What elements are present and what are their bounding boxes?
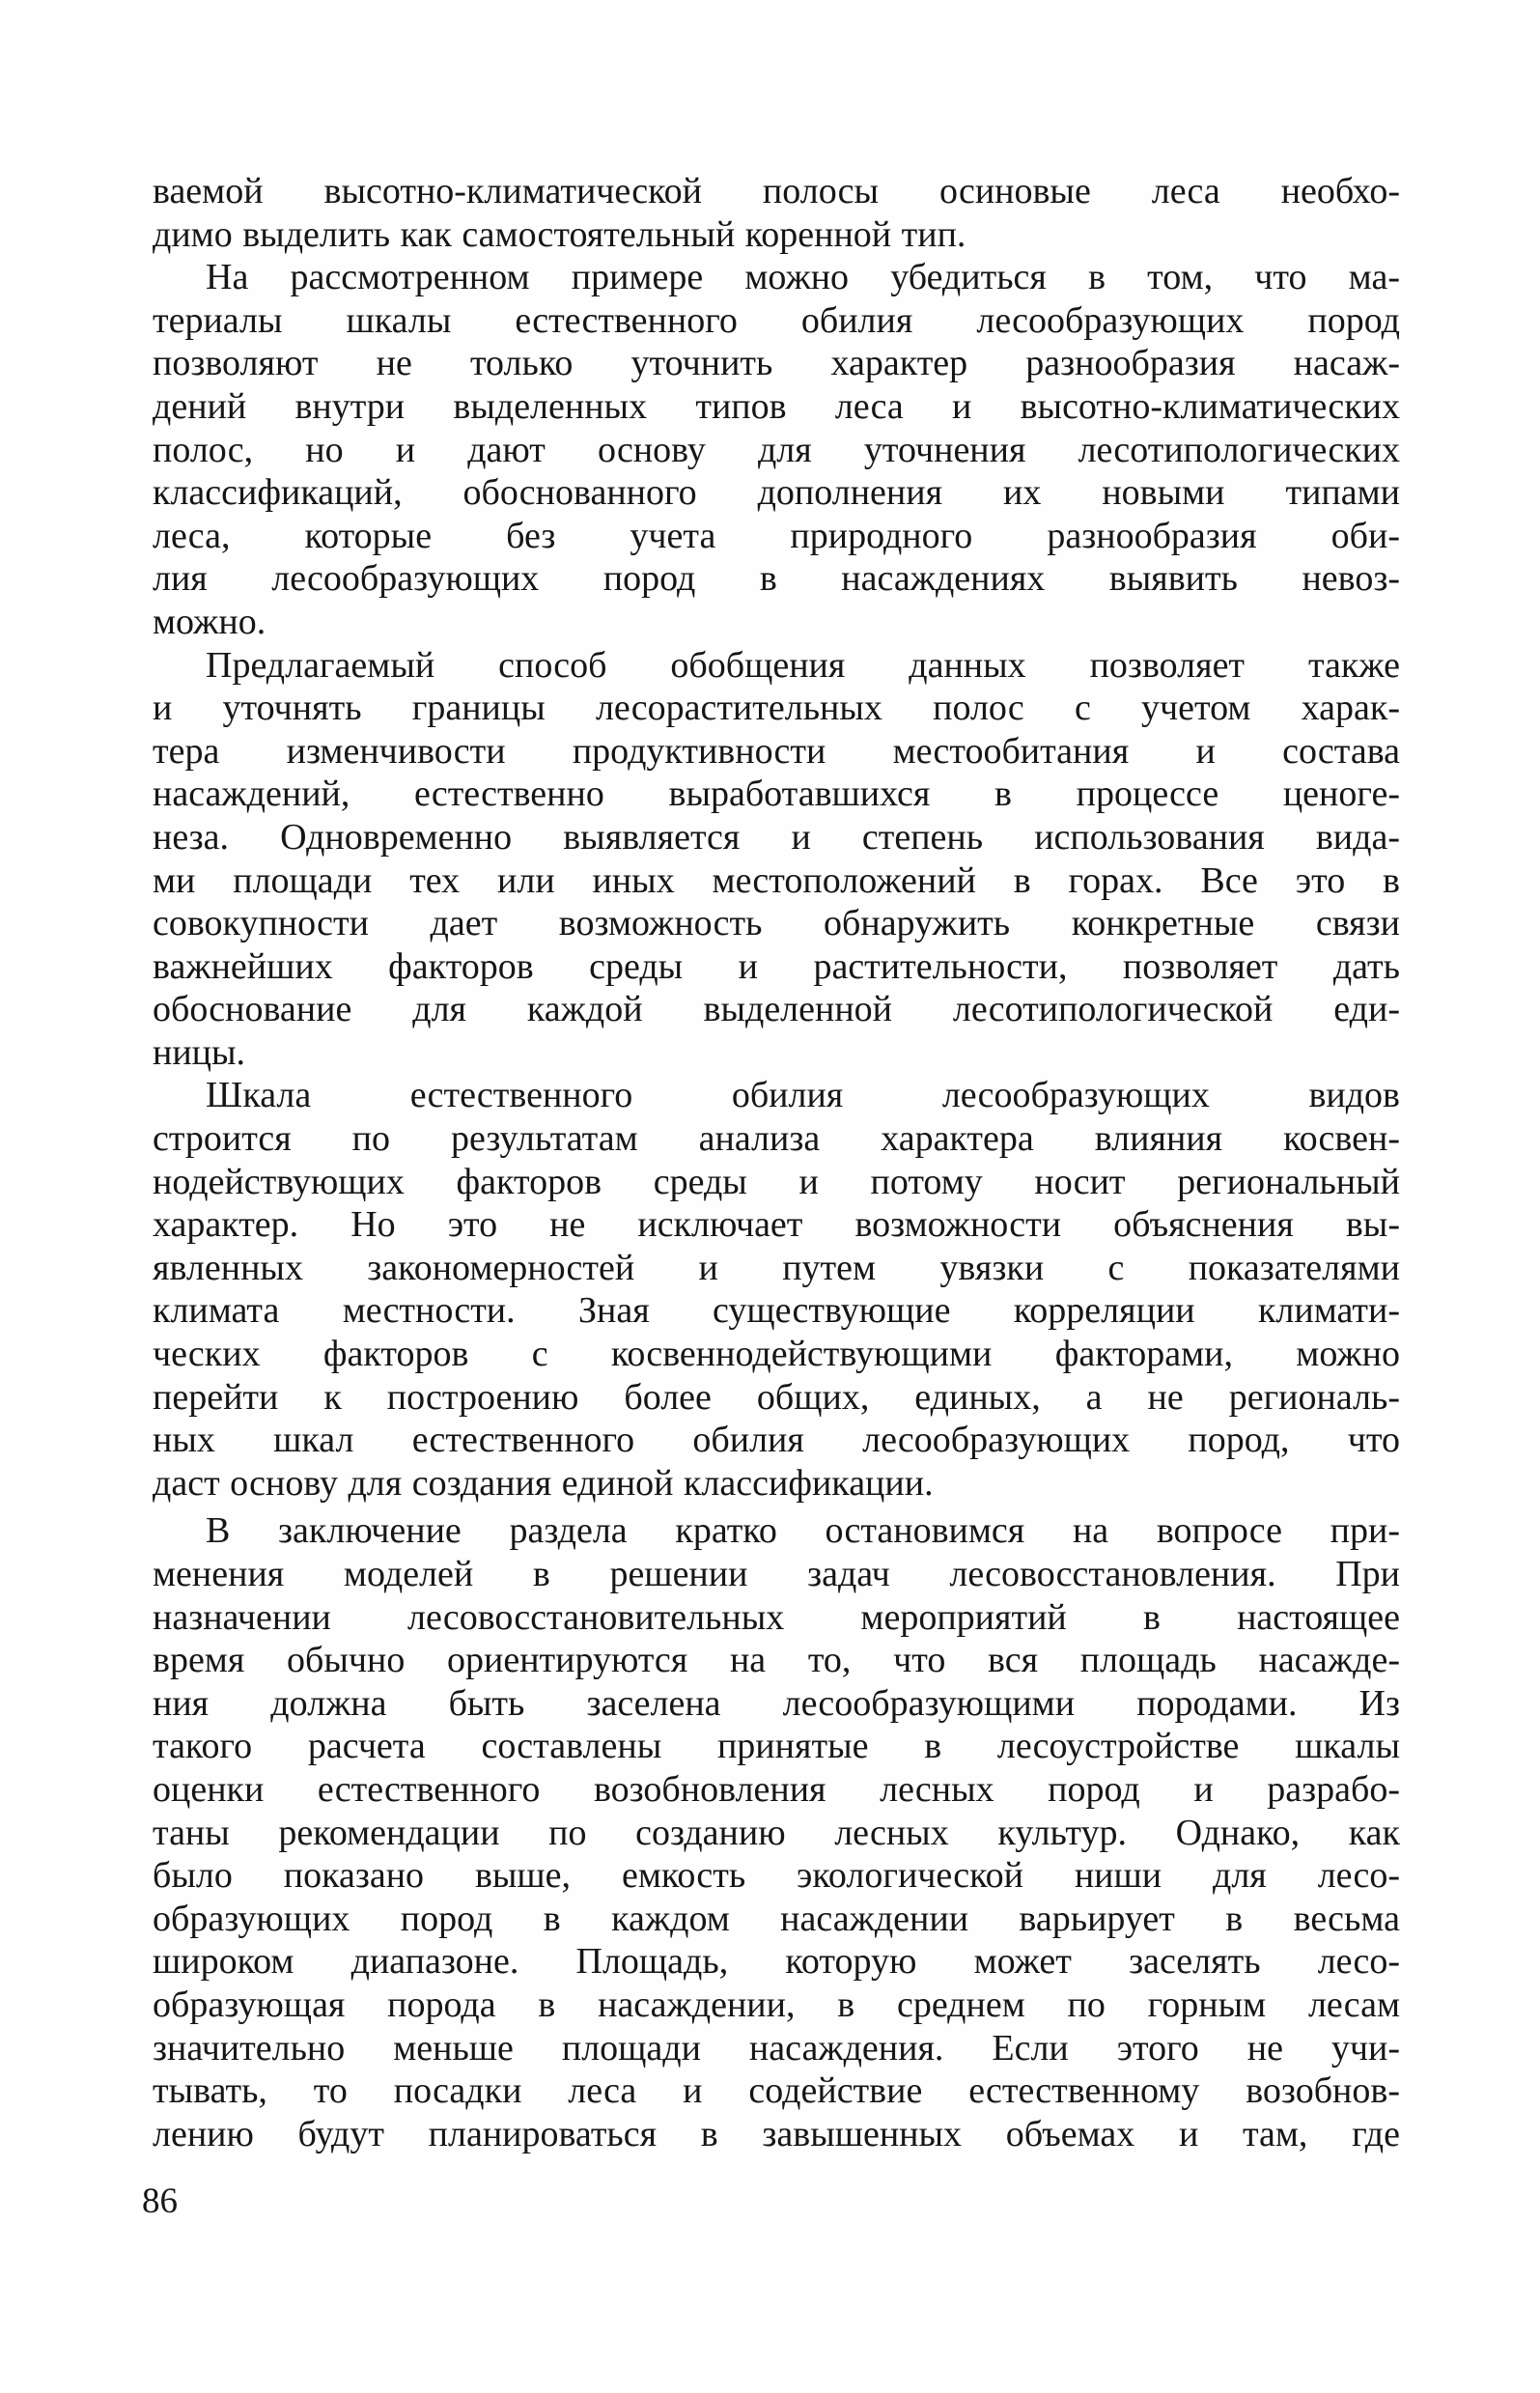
text-line: димо выделить как самостоятельный коренной тип.	[153, 213, 966, 255]
text-line: даст основу для создания единой классификации.	[153, 1462, 934, 1504]
text-line: таны рекомендации по созданию лесных культур. Однако, как	[153, 1812, 1400, 1853]
text-line: тера изменчивости продуктивности местообитания и состава	[153, 730, 1400, 772]
text-line: дений внутри выделенных типов леса и высотно-климатических	[153, 385, 1400, 427]
text-line: совокупности дает возможность обнаружить конкретные связи	[153, 903, 1400, 944]
text-line: образующих пород в каждом насаждении варьирует в весьма	[153, 1898, 1400, 1939]
paragraph	[153, 644, 1400, 1075]
text-line: перейти к построению более общих, единых, а не региональ-	[153, 1376, 1400, 1418]
text-line: ных шкал естественного обилия лесообразующих пород, что	[153, 1420, 1400, 1461]
text-line: время обычно ориентируются на то, что вся площадь насажде-	[153, 1640, 1400, 1681]
text-line: оценки естественного возобновления лесных пород и разрабо-	[153, 1768, 1400, 1810]
text-line: лению будут планироваться в завышенных объемах и там, где	[153, 2113, 1400, 2154]
text-line: климата местности. Зная существующие корреляции климати-	[153, 1290, 1400, 1332]
text-line: и уточнять границы лесорастительных полос с учетом харак-	[153, 688, 1400, 729]
text-line: ваемой высотно-климатической полосы осиновые леса необхо-	[153, 171, 1400, 211]
text-line: обоснование для каждой выделенной лесотипологической еди-	[153, 989, 1400, 1030]
text-line: классификаций, обоснованного дополнения их новыми типами	[153, 472, 1400, 514]
paragraph	[153, 1509, 1400, 2155]
text-line: ния должна быть заселена лесообразующими породами. Из	[153, 1682, 1400, 1724]
text-line: характер. Но это не исключает возможности объяснения вы-	[153, 1204, 1400, 1246]
text-line: Шкала естественного обилия лесообразующих видов	[206, 1075, 1400, 1116]
text-line: На рассмотренном примере можно убедиться в том, что ма-	[206, 257, 1400, 298]
body-text	[153, 170, 1400, 2155]
text-line: позволяют не только уточнить характер разнообразия насаж-	[153, 343, 1400, 384]
text-line: лия лесообразующих пород в насаждениях выявить невоз-	[153, 558, 1400, 600]
text-line: значительно меньше площади насаждения. Если этого не учи-	[153, 2027, 1400, 2069]
text-line: ми площади тех или иных местоположений в горах. Все это в	[153, 859, 1400, 901]
text-line: явленных закономерностей и путем увязки с показателями	[153, 1247, 1400, 1288]
paragraph	[153, 1074, 1400, 1505]
text-line: строится по результатам анализа характера влияния косвен-	[153, 1118, 1400, 1160]
text-line: было показано выше, емкость экологической ниши для лесо-	[153, 1855, 1400, 1897]
text-line: териалы шкалы естественного обилия лесообразующих пород	[153, 299, 1400, 341]
paragraph	[153, 256, 1400, 643]
text-line: менения моделей в решении задач лесовосстановления. При	[153, 1554, 1400, 1594]
text-line: В заключение раздела кратко остановимся на вопросе при-	[206, 1510, 1400, 1552]
text-line: леса, которые без учета природного разнообразия оби-	[153, 515, 1400, 556]
page-number: 86	[142, 2182, 178, 2221]
text-line: ницы.	[153, 1031, 246, 1073]
text-line: образующая порода в насаждении, в среднем по горным лесам	[153, 1984, 1400, 2025]
text-line: такого расчета составлены принятые в лесоустройстве шкалы	[153, 1726, 1400, 1767]
text-line: насаждений, естественно выработавшихся в процессе ценоге-	[153, 774, 1400, 815]
text-line: неза. Одновременно выявляется и степень использования вида-	[153, 816, 1400, 858]
paragraph	[153, 170, 1400, 256]
text-line: важнейших факторов среды и растительности, позволяет дать	[153, 945, 1400, 987]
text-line: тывать, то посадки леса и содействие естественному возобнов-	[153, 2070, 1400, 2112]
text-line: назначении лесовосстановительных мероприятий в настоящее	[153, 1596, 1400, 1638]
text-line: можно.	[153, 601, 266, 642]
text-line: ческих факторов с косвеннодействующими факторами, можно	[153, 1334, 1400, 1375]
text-line: широком диапазоне. Площадь, которую может заселять лесо-	[153, 1941, 1400, 1983]
text-line: нодействующих факторов среды и потому носит региональный	[153, 1161, 1400, 1202]
text-line: полос, но и дают основу для уточнения лесотипологических	[153, 429, 1400, 470]
text-line: Предлагаемый способ обобщения данных позволяет также	[206, 644, 1400, 686]
